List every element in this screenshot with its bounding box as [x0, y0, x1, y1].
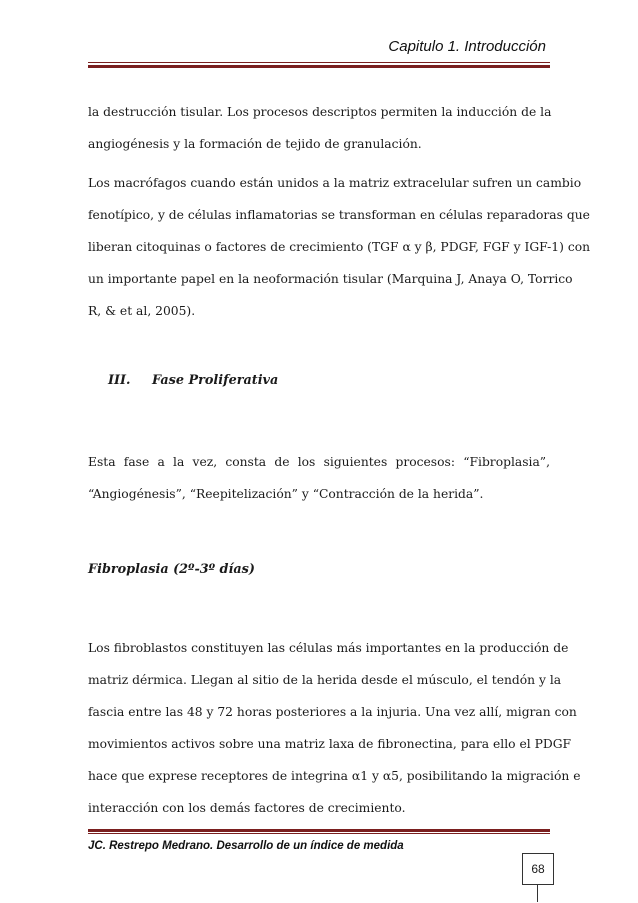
paragraph-line: un importante papel en la neoformación tisular (Marquina J, Anaya O, Torrico — [88, 272, 573, 286]
paragraph-line: movimientos activos sobre una matriz laxa de fibronectina, para ello el PDGF — [88, 737, 572, 751]
footer-author: JC. Restrepo Medrano. Desarrollo de un índice de medida — [88, 840, 404, 852]
paragraph-4 — [88, 632, 581, 824]
paragraph-line: R, & et al, 2005). — [88, 304, 196, 318]
section-heading: Fase Proliferativa — [152, 373, 279, 388]
paragraph-line: Los macrófagos cuando están unidos a la matriz extracelular sufren un cambio — [88, 176, 582, 190]
subsection-heading: Fibroplasia (2º-3º días) — [88, 562, 255, 577]
paragraph-line: fascia entre las 48 y 72 horas posteriores a la injuria. Una vez allí, migran con — [88, 705, 577, 719]
paragraph-line: angiogénesis y la formación de tejido de granulación. — [88, 137, 422, 151]
footer-rule-thin — [88, 833, 550, 834]
page-number-tick — [537, 884, 538, 902]
paragraph-line: Los fibroblastos constituyen las células más importantes en la producción de — [88, 641, 569, 655]
header-rule-thin — [88, 62, 550, 63]
paragraph-line: “Angiogénesis”, “Reepitelización” y “Contracción de la herida”. — [88, 487, 484, 501]
chapter-title: Capitulo 1. Introducción — [388, 38, 546, 55]
page-number: 68 — [522, 853, 554, 885]
paragraph-line: la destrucción tisular. Los procesos descriptos permiten la inducción de la — [88, 105, 552, 119]
section-numeral: III. — [108, 373, 131, 388]
paragraph-line: interacción con los demás factores de crecimiento. — [88, 801, 406, 815]
paragraph-line: hace que exprese receptores de integrina α1 y α5, posibilitando la migración e — [88, 769, 581, 783]
paragraph-2 — [88, 167, 591, 327]
paragraph-line: matriz dérmica. Llegan al sitio de la herida desde el músculo, el tendón y la — [88, 673, 562, 687]
paragraph-1 — [88, 96, 550, 160]
paragraph-line: liberan citoquinas o factores de crecimiento (TGF α y β, PDGF, FGF y IGF-1) con — [88, 240, 591, 254]
header-rule-thick — [88, 65, 550, 68]
paragraph-line: Esta fase a la vez, consta de los siguientes procesos: “Fibroplasia”, — [88, 455, 550, 469]
footer-rule-thick — [88, 829, 550, 832]
paragraph-3 — [88, 446, 550, 510]
paragraph-line: fenotípico, y de células inflamatorias se transforman en células reparadoras que — [88, 208, 590, 222]
